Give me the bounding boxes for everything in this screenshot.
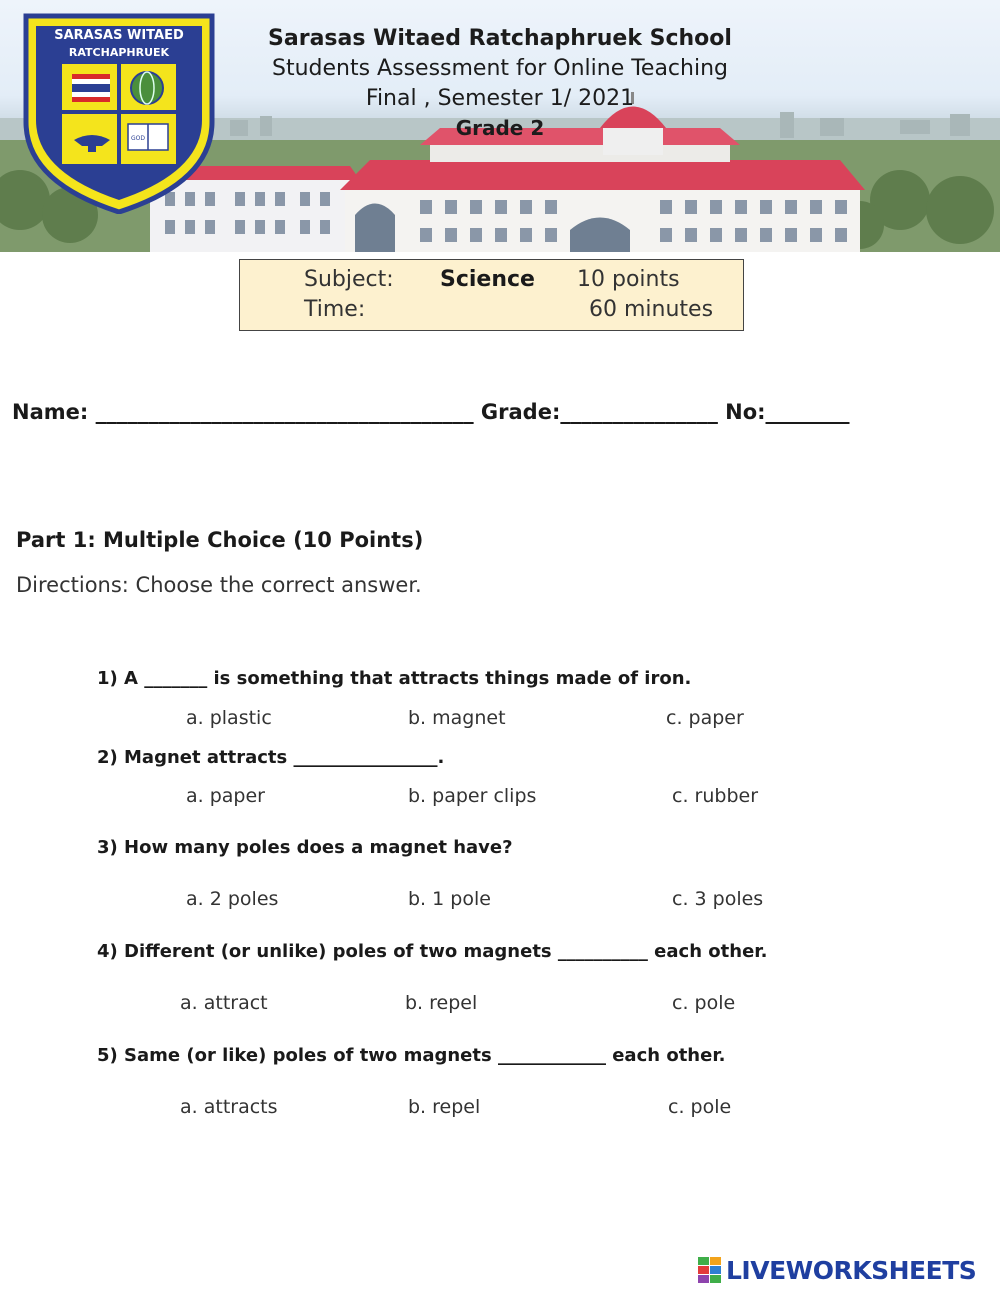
question-2-option-b[interactable]: b. paper clips xyxy=(408,785,537,807)
liveworksheets-text: LIVEWORKSHEETS xyxy=(726,1255,977,1285)
grade-field[interactable]: Grade:_______________ xyxy=(480,400,718,424)
question-1-option-c[interactable]: c. paper xyxy=(666,707,744,729)
question-3-option-b[interactable]: b. 1 pole xyxy=(408,888,491,910)
question-4-option-a[interactable]: a. attract xyxy=(180,992,268,1014)
assessment-title: Students Assessment for Online Teaching xyxy=(272,56,728,81)
subject-info-box xyxy=(239,259,744,331)
question-2-option-a[interactable]: a. paper xyxy=(186,785,265,807)
question-4-option-b[interactable]: b. repel xyxy=(405,992,478,1014)
liveworksheets-blocks-icon xyxy=(698,1257,722,1283)
liveworksheets-logo[interactable] xyxy=(698,1255,976,1285)
school-crest-logo xyxy=(22,12,216,214)
question-2: 2) Magnet attracts ________________. xyxy=(97,747,445,768)
question-1: 1) A _______ is something that attracts things made of iron. xyxy=(97,668,692,689)
name-field[interactable]: Name: ____________________________________ xyxy=(12,400,474,424)
question-3-option-c[interactable]: c. 3 poles xyxy=(672,888,764,910)
term-title: Final , Semester 1/ 2021 xyxy=(365,86,635,111)
time-value: 60 minutes xyxy=(589,297,714,322)
points-value: 10 points xyxy=(577,267,680,292)
time-label: Time: xyxy=(304,297,366,322)
subject-label: Subject: xyxy=(304,267,394,292)
question-5-option-a[interactable]: a. attracts xyxy=(180,1096,278,1118)
question-2-option-c[interactable]: c. rubber xyxy=(672,785,759,807)
svg-text:SARASAS WITAED: SARASAS WITAED xyxy=(54,28,184,43)
question-5: 5) Same (or like) poles of two magnets ____________ each other. xyxy=(97,1045,726,1066)
number-field[interactable]: No:________ xyxy=(725,400,850,424)
student-info-line xyxy=(12,400,850,424)
part1-title: Part 1: Multiple Choice (10 Points) xyxy=(16,528,424,552)
question-3: 3) How many poles does a magnet have? xyxy=(97,837,513,858)
question-5-option-b[interactable]: b. repel xyxy=(408,1096,481,1118)
question-5-option-c[interactable]: c. pole xyxy=(668,1096,732,1118)
svg-text:GOD: GOD xyxy=(131,135,145,142)
svg-text:RATCHAPHRUEK: RATCHAPHRUEK xyxy=(68,46,170,59)
part1-directions: Directions: Choose the correct answer. xyxy=(16,573,422,597)
question-1-option-a[interactable]: a. plastic xyxy=(186,707,272,729)
subject-value: Science xyxy=(440,267,535,292)
header-banner xyxy=(0,0,1000,252)
question-1-option-b[interactable]: b. magnet xyxy=(408,707,506,729)
grade-title: Grade 2 xyxy=(455,116,545,140)
question-3-option-a[interactable]: a. 2 poles xyxy=(186,888,279,910)
question-4-option-c[interactable]: c. pole xyxy=(672,992,736,1014)
school-name: Sarasas Witaed Ratchaphruek School xyxy=(268,26,732,51)
question-4: 4) Different (or unlike) poles of two magnets __________ each other. xyxy=(97,941,768,962)
